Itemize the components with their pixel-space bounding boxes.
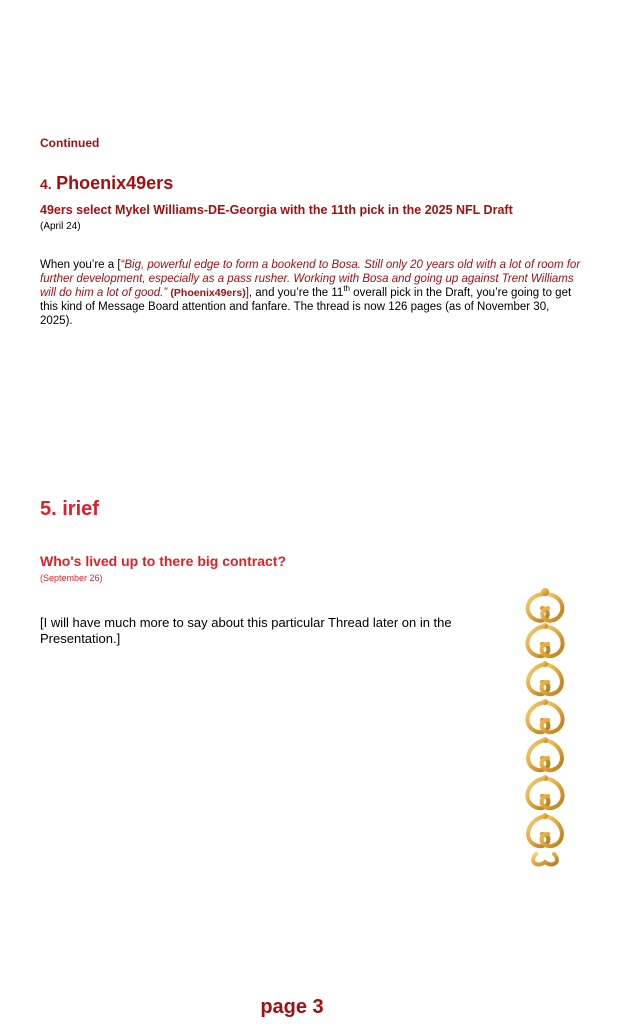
section-4-thread-title: 49ers select Mykel Williams-DE-Georgia with the 11th pick in the 2025 NFL Draft [40,203,513,217]
page-number: page 3 [260,996,324,1018]
quote-author: (Phoenix49ers) [170,287,246,299]
section-4-heading [40,173,173,194]
section-5-date: (September 26) [40,573,103,583]
section-4-number: 4. [40,176,52,192]
section-4-date: (April 24) [40,221,81,232]
section-5-paragraph: [I will have much more to say about this particular Thread later on in the Presentation.] [40,615,452,646]
gold-scroll-ornament-icon [514,586,576,870]
bracket-close: ] [245,287,249,299]
section-5-thread-title: Who's lived up to there big contract? [40,553,287,569]
section-4-paragraph [40,258,585,328]
para-mid: , and you’re the 11 [248,287,344,299]
pull-quote: “Big, powerful edge to form a bookend to Bosa. Still only 20 years old with a lot of room for further development, especially as a pass rusher. Working with Bosa and going up against Trent Williams will do him a lot of good.” [40,259,581,299]
section-4-username: Phoenix49ers [56,173,174,193]
section-5-heading: 5. irief [40,498,99,520]
continued-label: Continued [40,136,100,150]
para-end: overall pick in the Draft, you’re going to get this kind of Message Board attention and fanfare. The thread is now 126 pages (as of November 30, 2025). [40,287,572,327]
para-intro: When you’re a [ [40,259,121,271]
ordinal-suffix: th [343,284,350,294]
